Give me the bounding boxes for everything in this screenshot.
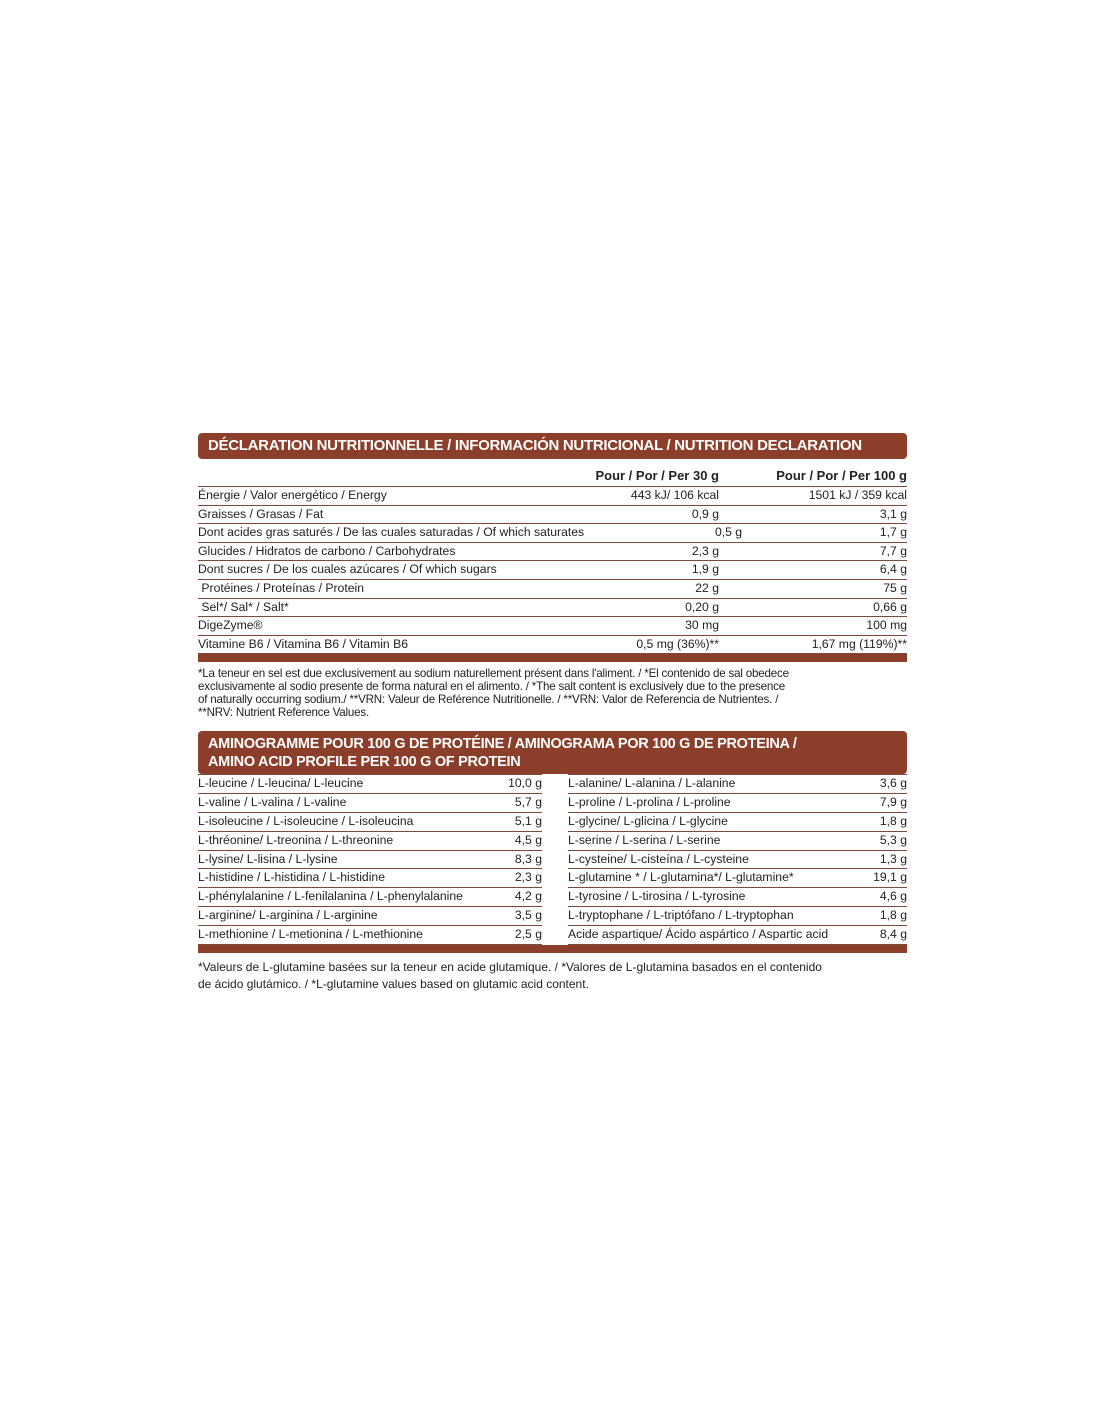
nutrition-row: [198, 487, 907, 506]
nutrition-row: [198, 617, 907, 636]
amino-acid-value: 8,4 g: [879, 926, 907, 941]
nutrition-declaration-title: DÉCLARATION NUTRITIONNELLE / INFORMACIÓN NUTRICIONAL / NUTRITION DECLARATION: [198, 433, 907, 459]
amino-acid-name: L-glycine/ L-glicina / L-glycine: [568, 813, 728, 828]
amino-acid-name: L-histidine / L-histidina / L-histidine: [198, 870, 385, 885]
value-per-100g: 6,4 g: [879, 562, 907, 577]
column-per-100g: Pour / Por / Per 100 g: [776, 468, 907, 483]
nutrition-row: [198, 561, 907, 580]
amino-acid-row: [198, 926, 542, 945]
amino-acid-row: [198, 813, 542, 832]
value-per-30g: 2,3 g: [691, 543, 719, 558]
nutrition-row: [198, 636, 907, 655]
nutrition-table-header: [198, 459, 907, 487]
amino-acid-value: 5,1 g: [514, 813, 542, 828]
amino-acid-name: L-tryptophane / L-triptófano / L-tryptophan: [568, 907, 794, 922]
amino-acid-value: 2,3 g: [514, 870, 542, 885]
amino-acid-row: [198, 869, 542, 888]
nutrient-label: Sel*/ Sal* / Salt*: [198, 599, 289, 614]
amino-acid-name: L-cysteine/ L-cisteína / L-cysteine: [568, 851, 749, 866]
amino-acid-name: L-isoleucine / L-isoleucine / L-isoleucina: [198, 813, 414, 828]
amino-acid-column-left: [198, 774, 542, 944]
amino-acid-name: L-tyrosine / L-tirosina / L-tyrosine: [568, 889, 746, 904]
amino-acid-row: [568, 907, 907, 926]
nutrient-label: Glucides / Hidratos de carbono / Carbohydrates: [198, 543, 456, 558]
amino-acid-row: [568, 813, 907, 832]
nutrition-table: [198, 487, 907, 654]
amino-acid-row: [198, 888, 542, 907]
amino-acid-name: L-alanine/ L-alanina / L-alanine: [568, 776, 736, 791]
nutrient-label: Protéines / Proteínas / Protein: [198, 580, 364, 595]
nutrition-label: [198, 433, 907, 993]
amino-acid-value: 7,9 g: [879, 795, 907, 810]
amino-acid-value: 1,8 g: [879, 813, 907, 828]
amino-acid-value: 3,6 g: [879, 776, 907, 791]
amino-acid-name: L-lysine/ L-lisina / L-lysine: [198, 851, 338, 866]
amino-acid-row: [568, 926, 907, 945]
nutrition-row: [198, 524, 907, 543]
amino-acid-value: 19,1 g: [873, 870, 907, 885]
nutrient-label: Dont sucres / De los cuales azúcares / Of which sugars: [198, 562, 497, 577]
amino-acid-row: [198, 832, 542, 851]
amino-acid-row: [198, 851, 542, 870]
amino-acid-row: [568, 869, 907, 888]
amino-acid-row: [568, 851, 907, 870]
value-per-100g: 3,1 g: [879, 506, 907, 521]
amino-acid-value: 4,2 g: [514, 889, 542, 904]
amino-acid-name: L-thréonine/ L-treonina / L-threonine: [198, 832, 394, 847]
value-per-30g: 22 g: [695, 580, 719, 595]
amino-acid-row: [198, 794, 542, 813]
amino-acid-row: [568, 832, 907, 851]
value-per-100g: 1,67 mg (119%)**: [811, 636, 907, 651]
nutrition-row: [198, 599, 907, 618]
value-per-100g: 100 mg: [866, 618, 907, 633]
value-per-100g: 7,7 g: [879, 543, 907, 558]
amino-acid-name: L-glutamine * / L-glutamina*/ L-glutamine*: [568, 870, 794, 885]
nutrition-footnote: *La teneur en sel est due exclusivement au sodium naturellement présent dans l'aliment. / *El contenido de sal obedece exclusivamente al sodio presente de forma natural en el alimento. / *The salt content is exclusively due to the presence of naturally occurring sodium./ **VRN: Valeur de Reférence Nutritionelle. / **VRN: Valor de Referencia de Nutrientes. / **NRV: Nutrient Reference Values.: [198, 667, 789, 720]
amino-acid-profile-title: AMINOGRAMME POUR 100 G DE PROTÉINE / AMINOGRAMA POR 100 G DE PROTEINA / AMINO ACID PROFILE PER 100 G OF PROTEIN: [198, 731, 907, 774]
nutrient-label: Dont acides gras saturés / De las cuales saturadas / Of which saturates: [198, 525, 585, 540]
amino-acid-value: 4,5 g: [514, 832, 542, 847]
value-per-30g: 30 mg: [685, 618, 719, 633]
nutrient-label: DigeZyme®: [198, 618, 263, 633]
amino-acid-value: 4,6 g: [879, 889, 907, 904]
value-per-100g: 75 g: [883, 580, 907, 595]
amino-acid-value: 1,8 g: [879, 907, 907, 922]
amino-acid-row: [198, 775, 542, 794]
value-per-30g: 1,9 g: [691, 562, 719, 577]
amino-acid-table: [198, 774, 907, 944]
amino-acid-row: [568, 775, 907, 794]
amino-acid-value: 5,3 g: [879, 832, 907, 847]
amino-acid-name: L-phénylalanine / L-fenilalanina / L-phenylalanine: [198, 889, 463, 904]
amino-footnote: *Valeurs de L-glutamine basées sur la teneur en acide glutamique. / *Valores de L-glutamina basados en el contenido de ácido glutámico. / *L-glutamine values based on glutamic acid content.: [198, 959, 822, 991]
amino-acid-name: L-arginine/ L-arginina / L-arginine: [198, 907, 378, 922]
value-per-100g: 0,66 g: [873, 599, 907, 614]
value-per-30g: 443 kJ/ 106 kcal: [630, 488, 719, 502]
amino-acid-value: 2,5 g: [514, 926, 542, 941]
value-per-30g: 0,5 mg (36%)**: [636, 636, 719, 651]
nutrient-label: Vitamine B6 / Vitamina B6 / Vitamin B6: [198, 636, 409, 651]
amino-acid-name: L-proline / L-prolina / L-proline: [568, 795, 731, 810]
amino-acid-row: [568, 794, 907, 813]
nutrition-table-bottom-bar: [198, 654, 907, 662]
amino-acid-name: L-valine / L-valina / L-valine: [198, 795, 347, 810]
nutrient-label: Graisses / Grasas / Fat: [198, 506, 324, 521]
amino-acid-row: [568, 888, 907, 907]
value-per-100g: 1,7 g: [879, 525, 907, 540]
amino-acid-value: 3,5 g: [514, 907, 542, 922]
column-per-30g: Pour / Por / Per 30 g: [595, 468, 719, 483]
value-per-30g: 0,9 g: [691, 506, 719, 521]
value-per-30g: 0,5 g: [714, 525, 743, 540]
amino-acid-name: Acide aspartique/ Ácido aspártico / Aspartic acid: [568, 926, 829, 941]
amino-acid-name: L-serine / L-serina / L-serine: [568, 832, 721, 847]
amino-acid-value: 5,7 g: [514, 795, 542, 810]
nutrition-row: [198, 543, 907, 562]
amino-acid-value: 10,0 g: [508, 776, 542, 791]
amino-table-bottom-bar: [198, 945, 907, 953]
amino-acid-row: [198, 907, 542, 926]
amino-acid-value: 8,3 g: [514, 851, 542, 866]
nutrition-row: [198, 506, 907, 525]
amino-acid-name: L-leucine / L-leucina/ L-leucine: [198, 776, 364, 791]
nutrient-label: Énergie / Valor energético / Energy: [198, 488, 387, 502]
amino-acid-column-right: [568, 774, 907, 944]
value-per-100g: 1501 kJ / 359 kcal: [808, 488, 907, 502]
nutrition-row: [198, 580, 907, 599]
amino-acid-value: 1,3 g: [879, 851, 907, 866]
value-per-30g: 0,20 g: [685, 599, 719, 614]
amino-acid-name: L-methionine / L-metionina / L-methionine: [198, 926, 423, 941]
